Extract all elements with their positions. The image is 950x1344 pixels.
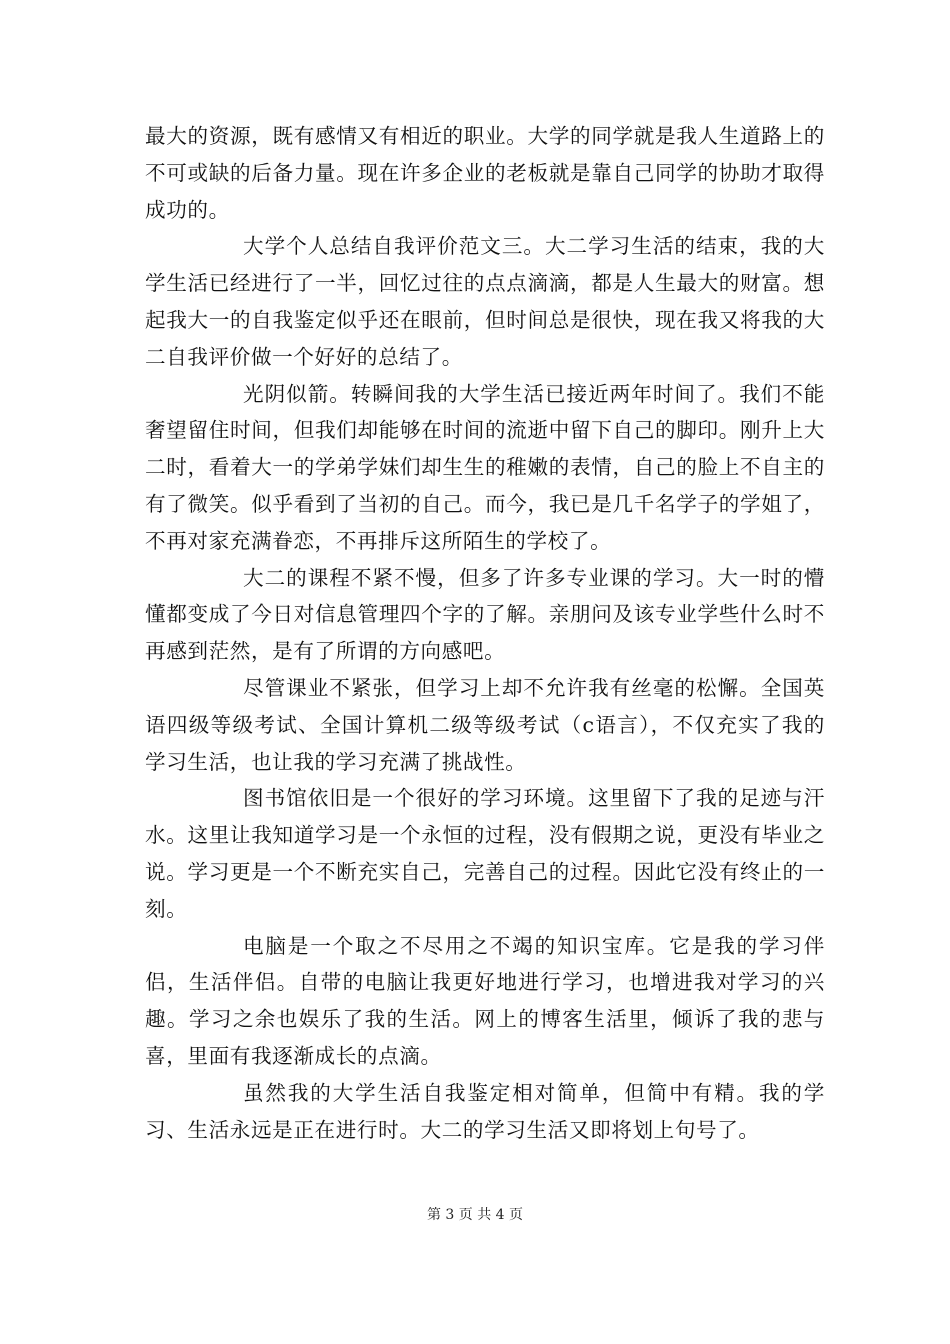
document-body: [145, 118, 825, 1148]
paragraph-continued: 最大的资源，既有感情又有相近的职业。大学的同学就是我人生道路上的不可或缺的后备力量。现在许多企业的老板就是靠自己同学的协助才取得成功的。: [145, 124, 825, 222]
paragraph: 图书馆依旧是一个很好的学习环境。这里留下了我的足迹与汗水。这里让我知道学习是一个永恒的过程，没有假期之说，更没有毕业之说。学习更是一个不断充实自己，完善自己的过程。因此它没有终止的一刻。: [145, 786, 825, 921]
page-number-label: 第 3 页 共 4 页: [426, 1207, 524, 1223]
paragraph: 虽然我的大学生活自我鉴定相对简单，但简中有精。我的学习、生活永远是正在进行时。大二的学习生活又即将划上句号了。: [145, 1080, 825, 1142]
paragraph: 大二的课程不紧不慢，但多了许多专业课的学习。大一时的懵懂都变成了今日对信息管理四个字的了解。亲朋问及该专业学些什么时不再感到茫然，是有了所谓的方向感吧。: [145, 565, 825, 664]
paragraph: 电脑是一个取之不尽用之不竭的知识宝库。它是我的学习伴侣，生活伴侣。自带的电脑让我更好地进行学习，也增进我对学习的兴趣。学习之余也娱乐了我的生活。网上的博客生活里，倾诉了我的悲与喜，里面有我逐渐成长的点滴。: [145, 933, 825, 1068]
page-footer: [0, 1204, 950, 1224]
paragraph: 大学个人总结自我评价范文三。大二学习生活的结束，我的大学生活已经进行了一半，回忆过往的点点滴滴，都是人生最大的财富。想起我大一的自我鉴定似乎还在眼前，但时间总是很快，现在我又将我的大二自我评价做一个好好的总结了。: [145, 234, 825, 369]
paragraph: 光阴似箭。转瞬间我的大学生活已接近两年时间了。我们不能奢望留住时间，但我们却能够在时间的流逝中留下自己的脚印。刚升上大二时，看着大一的学弟学妹们却生生的稚嫩的表情，自己的脸上不自主的有了微笑。似乎看到了当初的自己。而今，我已是几千名学子的学姐了，不再对家充满眷恋，不再排斥这所陌生的学校了。: [145, 381, 825, 553]
paragraph: 尽管课业不紧张，但学习上却不允许我有丝毫的松懈。全国英语四级等级考试、全国计算机二级等级考试（c语言），不仅充实了我的学习生活，也让我的学习充满了挑战性。: [145, 675, 825, 774]
